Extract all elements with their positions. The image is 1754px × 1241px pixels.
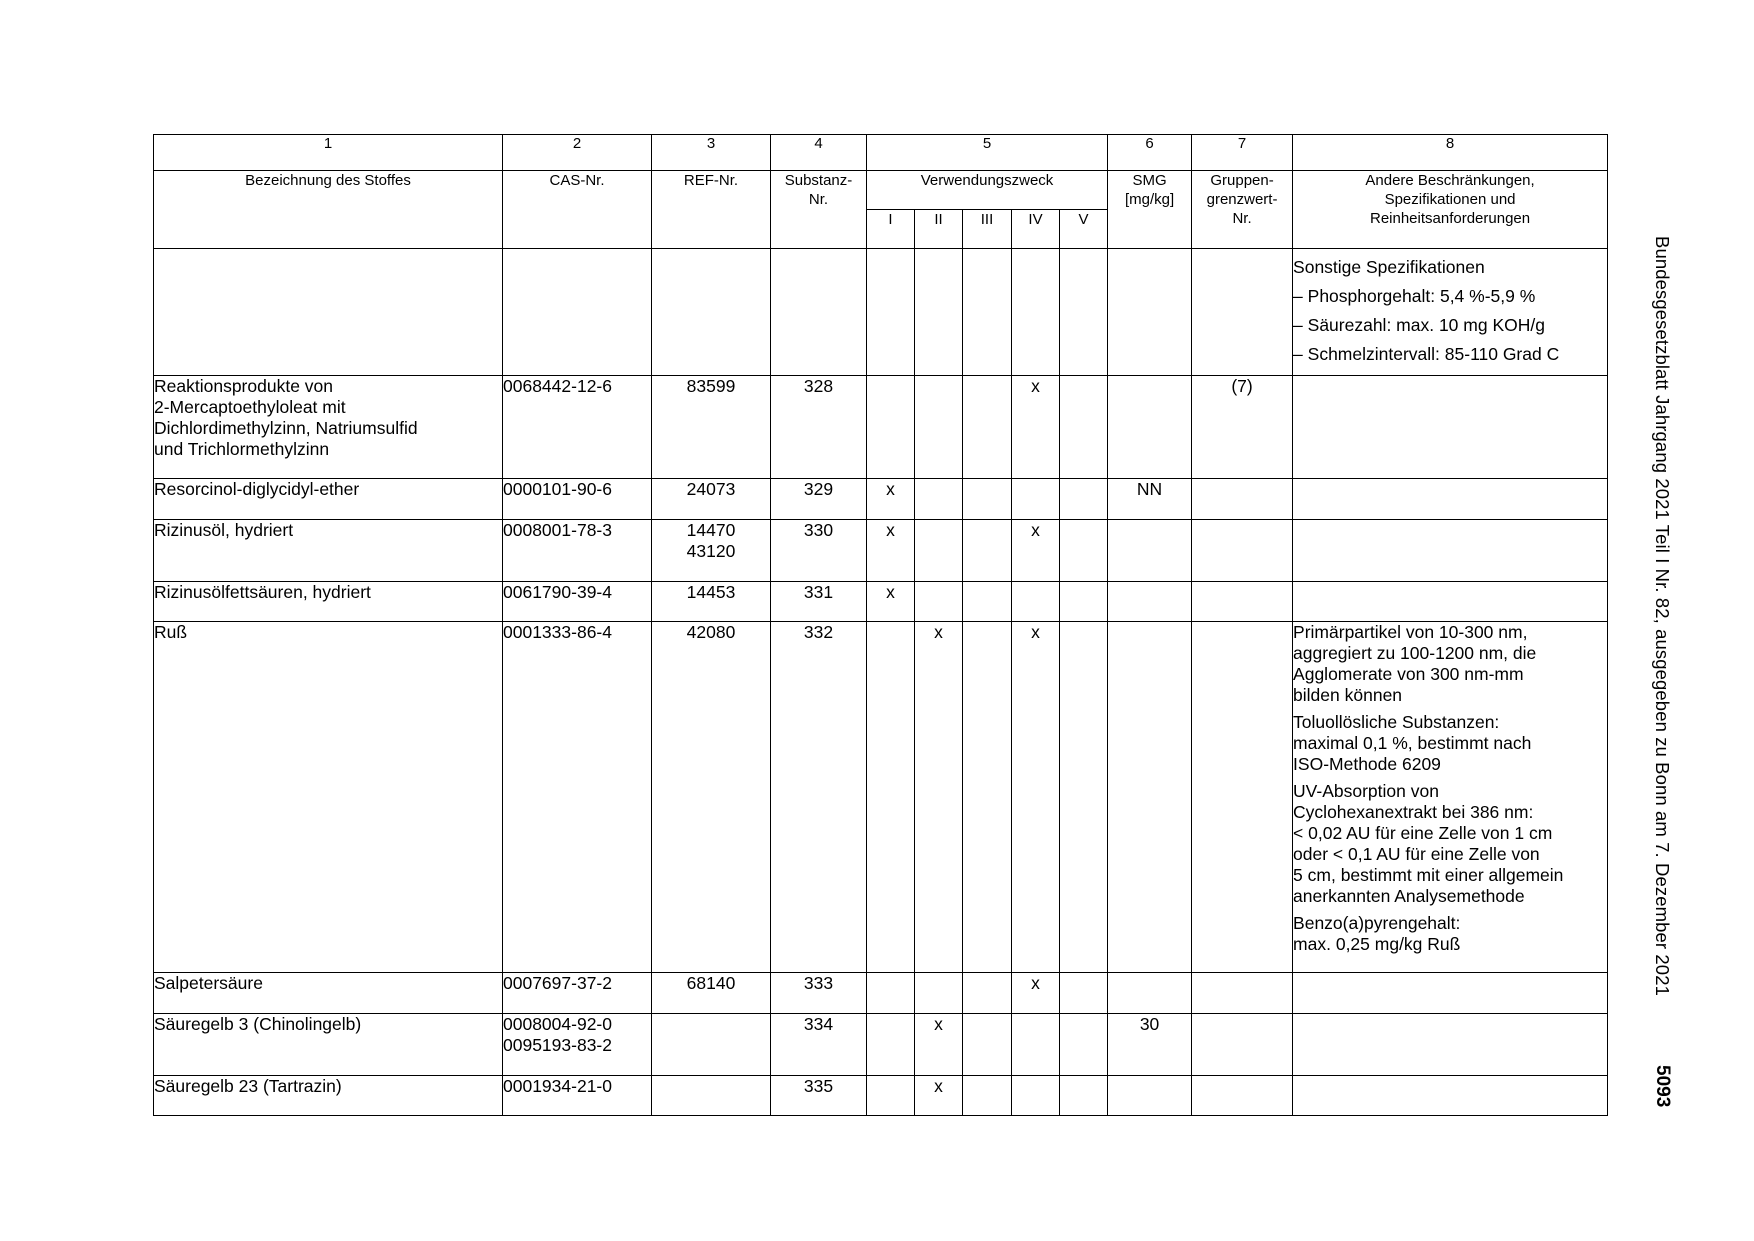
cell-usage-mark bbox=[1060, 520, 1108, 582]
cell-substanz-nr: 334 bbox=[771, 1014, 867, 1076]
spec-paragraph bbox=[1293, 712, 1607, 775]
cas-nr: 0000101-90-6 bbox=[503, 479, 612, 499]
header-gruppengrenzwert bbox=[1192, 171, 1293, 249]
cell-gruppengrenzwert bbox=[1192, 582, 1293, 622]
stoff-name-line: Salpetersäure bbox=[154, 973, 263, 993]
column-number: 6 bbox=[1108, 135, 1192, 171]
column-number-row bbox=[154, 135, 1608, 171]
spec-line: Primärpartikel von 10-300 nm, bbox=[1293, 622, 1528, 642]
cell-usage-mark bbox=[963, 622, 1012, 973]
cell-usage-mark bbox=[963, 1014, 1012, 1076]
spec-line: oder < 0,1 AU für eine Zelle von bbox=[1293, 844, 1540, 864]
stoff-name-line: Dichlordimethylzinn, Natriumsulfid bbox=[154, 418, 418, 438]
cell-smg bbox=[1108, 520, 1192, 582]
stoff-name-line: Resorcinol-diglycidyl-ether bbox=[154, 479, 360, 499]
cell-usage-mark: x bbox=[915, 1076, 963, 1116]
cell-empty bbox=[867, 249, 915, 376]
cell-empty bbox=[1060, 249, 1108, 376]
header-substanz-line: Substanz- bbox=[784, 172, 853, 189]
cell-usage-mark bbox=[1060, 582, 1108, 622]
cell-ref-nr bbox=[652, 479, 771, 520]
cell-smg: NN bbox=[1108, 479, 1192, 520]
header-usage-col: II bbox=[915, 210, 963, 249]
cell-usage-mark bbox=[963, 479, 1012, 520]
cell-ref-nr bbox=[652, 1076, 771, 1116]
cell-substanz-nr: 333 bbox=[771, 973, 867, 1014]
header-smg-line: [mg/kg] bbox=[1124, 191, 1175, 208]
header-smg bbox=[1108, 171, 1192, 249]
cell-smg bbox=[1108, 376, 1192, 479]
cell-usage-mark bbox=[915, 376, 963, 479]
cell-empty bbox=[771, 249, 867, 376]
table-row bbox=[154, 622, 1608, 973]
cell-usage-mark bbox=[963, 973, 1012, 1014]
cell-usage-mark: x bbox=[1012, 376, 1060, 479]
spec-line: aggregiert zu 100-1200 nm, die bbox=[1293, 643, 1537, 663]
spec-line: ISO-Methode 6209 bbox=[1293, 754, 1441, 774]
cell-usage-mark bbox=[915, 582, 963, 622]
publication-header: Bundesgesetzblatt Jahrgang 2021 Teil I Nr. 82, ausgegeben zu Bonn am 7. Dezember 2021 bbox=[1652, 236, 1673, 996]
cell-ref-nr bbox=[652, 582, 771, 622]
cell-stoff-name bbox=[154, 1014, 503, 1076]
cas-nr: 0001333-86-4 bbox=[503, 622, 612, 642]
ref-nr: 83599 bbox=[686, 376, 736, 396]
spec-line: Toluollösliche Substanzen: bbox=[1293, 712, 1500, 732]
ref-nr: 14470 bbox=[686, 520, 736, 540]
header-andere bbox=[1293, 171, 1608, 249]
cell-empty bbox=[503, 249, 652, 376]
spec-title: Sonstige Spezifikationen bbox=[1293, 257, 1485, 277]
cell-usage-mark: x bbox=[867, 582, 915, 622]
stoff-name-line: Säuregelb 3 (Chinolingelb) bbox=[154, 1014, 362, 1034]
table-row bbox=[154, 479, 1608, 520]
table-row bbox=[154, 520, 1608, 582]
cell-empty bbox=[154, 249, 503, 376]
spec-line: UV-Absorption von bbox=[1293, 781, 1439, 801]
cell-smg: 30 bbox=[1108, 1014, 1192, 1076]
spec-line: < 0,02 AU für eine Zelle von 1 cm bbox=[1293, 823, 1553, 843]
stoff-name-line: Reaktionsprodukte von bbox=[154, 376, 333, 396]
cell-usage-mark bbox=[1060, 622, 1108, 973]
cell-ref-nr bbox=[652, 1014, 771, 1076]
cell-gruppengrenzwert bbox=[1192, 973, 1293, 1014]
cas-nr: 0061790-39-4 bbox=[503, 582, 612, 602]
table-row bbox=[154, 1014, 1608, 1076]
spec-line: Agglomerate von 300 nm-mm bbox=[1293, 664, 1524, 684]
cell-usage-mark bbox=[963, 376, 1012, 479]
cell-smg bbox=[1108, 1076, 1192, 1116]
cell-gruppengrenzwert bbox=[1192, 1014, 1293, 1076]
cell-smg bbox=[1108, 973, 1192, 1014]
cell-usage-mark bbox=[1060, 1014, 1108, 1076]
column-number: 7 bbox=[1192, 135, 1293, 171]
cell-smg bbox=[1108, 582, 1192, 622]
spec-line: bilden können bbox=[1293, 685, 1403, 705]
cell-cas-nr bbox=[503, 1076, 652, 1116]
cell-usage-mark bbox=[915, 479, 963, 520]
header-gruppen-line: Gruppen- bbox=[1210, 172, 1274, 189]
table-row bbox=[154, 376, 1608, 479]
cell-usage-mark bbox=[915, 520, 963, 582]
column-number: 5 bbox=[867, 135, 1108, 171]
cas-nr: 0095193-83-2 bbox=[503, 1035, 612, 1055]
cell-substanz-nr: 328 bbox=[771, 376, 867, 479]
cell-usage-mark bbox=[1060, 973, 1108, 1014]
header-cas: CAS-Nr. bbox=[503, 171, 652, 249]
spec-item: – Säurezahl: max. 10 mg KOH/g bbox=[1293, 315, 1545, 335]
header-gruppen-line: grenzwert- bbox=[1206, 191, 1278, 208]
cell-stoff-name bbox=[154, 582, 503, 622]
substance-table bbox=[153, 134, 1608, 1116]
cell-usage-mark bbox=[867, 973, 915, 1014]
header-usage-col: III bbox=[963, 210, 1012, 249]
cell-substanz-nr: 332 bbox=[771, 622, 867, 973]
cell-ref-nr bbox=[652, 973, 771, 1014]
cell-usage-mark bbox=[1060, 376, 1108, 479]
column-number: 2 bbox=[503, 135, 652, 171]
cell-usage-mark: x bbox=[1012, 520, 1060, 582]
cell-usage-mark bbox=[1012, 1014, 1060, 1076]
spec-line: Cyclohexanextrakt bei 386 nm: bbox=[1293, 802, 1534, 822]
stoff-name-line: und Trichlormethylzinn bbox=[154, 439, 330, 459]
header-usage-col: V bbox=[1060, 210, 1108, 249]
cell-andere bbox=[1293, 520, 1608, 582]
cas-nr: 0007697-37-2 bbox=[503, 973, 612, 993]
column-number: 3 bbox=[652, 135, 771, 171]
cell-stoff-name bbox=[154, 1076, 503, 1116]
cell-andere bbox=[1293, 376, 1608, 479]
cell-ref-nr bbox=[652, 376, 771, 479]
cas-nr: 0008001-78-3 bbox=[503, 520, 612, 540]
header-andere-line: Andere Beschränkungen, bbox=[1365, 172, 1535, 189]
ref-nr: 24073 bbox=[686, 479, 736, 499]
cas-nr: 0001934-21-0 bbox=[503, 1076, 612, 1096]
cell-andere bbox=[1293, 973, 1608, 1014]
spec-line: max. 0,25 mg/kg Ruß bbox=[1293, 934, 1461, 954]
cell-stoff-name bbox=[154, 479, 503, 520]
spec-paragraph bbox=[1293, 781, 1607, 907]
cell-empty bbox=[652, 249, 771, 376]
cell-usage-mark bbox=[1012, 582, 1060, 622]
header-usage-col: IV bbox=[1012, 210, 1060, 249]
cell-gruppengrenzwert bbox=[1192, 1076, 1293, 1116]
cell-substanz-nr: 330 bbox=[771, 520, 867, 582]
cell-usage-mark bbox=[867, 376, 915, 479]
table-row bbox=[154, 1076, 1608, 1116]
page-number: 5093 bbox=[1652, 1065, 1673, 1108]
cell-stoff-name bbox=[154, 973, 503, 1014]
cell-stoff-name bbox=[154, 622, 503, 973]
header-row bbox=[154, 171, 1608, 210]
cell-substanz-nr: 329 bbox=[771, 479, 867, 520]
header-verwendungszweck: Verwendungszweck bbox=[867, 171, 1108, 210]
header-gruppen-line: Nr. bbox=[1232, 210, 1252, 227]
cell-empty bbox=[1108, 249, 1192, 376]
cell-cas-nr bbox=[503, 1014, 652, 1076]
column-number: 4 bbox=[771, 135, 867, 171]
cell-gruppengrenzwert bbox=[1192, 479, 1293, 520]
cell-substanz-nr: 335 bbox=[771, 1076, 867, 1116]
cell-usage-mark: x bbox=[1012, 622, 1060, 973]
cell-usage-mark bbox=[867, 622, 915, 973]
cell-cas-nr bbox=[503, 520, 652, 582]
cell-andere bbox=[1293, 1014, 1608, 1076]
cell-usage-mark: x bbox=[867, 520, 915, 582]
header-andere-line: Reinheitsanforderungen bbox=[1369, 210, 1531, 227]
cas-nr: 0008004-92-0 bbox=[503, 1014, 612, 1034]
header-name: Bezeichnung des Stoffes bbox=[154, 171, 503, 249]
stoff-name-line: Ruß bbox=[154, 622, 188, 642]
cell-gruppengrenzwert bbox=[1192, 622, 1293, 973]
cell-andere bbox=[1293, 1076, 1608, 1116]
table-row-continuation bbox=[154, 249, 1608, 376]
cell-cas-nr bbox=[503, 973, 652, 1014]
cell-usage-mark bbox=[1060, 1076, 1108, 1116]
cell-usage-mark: x bbox=[1012, 973, 1060, 1014]
spec-paragraph bbox=[1293, 622, 1607, 706]
table-row bbox=[154, 973, 1608, 1014]
spec-paragraph bbox=[1293, 913, 1607, 955]
cell-gruppengrenzwert bbox=[1192, 520, 1293, 582]
cell-usage-mark: x bbox=[915, 622, 963, 973]
stoff-name-line: 2-Mercaptoethyloleat mit bbox=[154, 397, 346, 417]
cell-usage-mark bbox=[963, 520, 1012, 582]
cell-usage-mark bbox=[867, 1076, 915, 1116]
cell-andere bbox=[1293, 582, 1608, 622]
cell-andere bbox=[1293, 479, 1608, 520]
spec-item: – Phosphorgehalt: 5,4 %-5,9 % bbox=[1293, 286, 1536, 306]
stoff-name-line: Säuregelb 23 (Tartrazin) bbox=[154, 1076, 342, 1096]
header-usage-col: I bbox=[867, 210, 915, 249]
cell-usage-mark bbox=[963, 1076, 1012, 1116]
cell-empty bbox=[1012, 249, 1060, 376]
cell-usage-mark bbox=[1012, 1076, 1060, 1116]
cell-ref-nr bbox=[652, 520, 771, 582]
cell-usage-mark: x bbox=[867, 479, 915, 520]
header-smg-line: SMG bbox=[1132, 172, 1167, 189]
cell-usage-mark bbox=[1012, 479, 1060, 520]
cell-ref-nr bbox=[652, 622, 771, 973]
stoff-name-line: Rizinusölfettsäuren, hydriert bbox=[154, 582, 371, 602]
ref-nr: 43120 bbox=[686, 541, 736, 561]
cell-usage-mark bbox=[963, 582, 1012, 622]
cell-empty bbox=[1192, 249, 1293, 376]
spec-line: 5 cm, bestimmt mit einer allgemein bbox=[1293, 865, 1564, 885]
cell-stoff-name bbox=[154, 376, 503, 479]
cell-cas-nr bbox=[503, 376, 652, 479]
column-number: 8 bbox=[1293, 135, 1608, 171]
header-substanz-line: Nr. bbox=[808, 191, 829, 208]
cell-empty bbox=[915, 249, 963, 376]
ref-nr: 14453 bbox=[686, 582, 736, 602]
spec-line: Benzo(a)pyrengehalt: bbox=[1293, 913, 1461, 933]
header-substanz bbox=[771, 171, 867, 249]
ref-nr: 68140 bbox=[686, 973, 736, 993]
ref-nr: 42080 bbox=[686, 622, 736, 642]
table-row bbox=[154, 582, 1608, 622]
cell-substanz-nr: 331 bbox=[771, 582, 867, 622]
cell-usage-mark: x bbox=[915, 1014, 963, 1076]
cell-cas-nr bbox=[503, 622, 652, 973]
cell-empty bbox=[963, 249, 1012, 376]
cell-cas-nr bbox=[503, 582, 652, 622]
spec-line: anerkannten Analysemethode bbox=[1293, 886, 1525, 906]
cell-cas-nr bbox=[503, 479, 652, 520]
spec-line: maximal 0,1 %, bestimmt nach bbox=[1293, 733, 1532, 753]
header-andere-line: Spezifikationen und bbox=[1384, 191, 1516, 208]
cell-usage-mark bbox=[867, 1014, 915, 1076]
cell-andere bbox=[1293, 622, 1608, 973]
cas-nr: 0068442-12-6 bbox=[503, 376, 612, 396]
cell-gruppengrenzwert: (7) bbox=[1192, 376, 1293, 479]
stoff-name-line: Rizinusöl, hydriert bbox=[154, 520, 294, 540]
cell-sonstige-spezifikationen bbox=[1293, 249, 1608, 376]
cell-usage-mark bbox=[1060, 479, 1108, 520]
spec-item: – Schmelzintervall: 85-110 Grad C bbox=[1293, 344, 1560, 364]
header-ref: REF-Nr. bbox=[652, 171, 771, 249]
cell-usage-mark bbox=[915, 973, 963, 1014]
cell-smg bbox=[1108, 622, 1192, 973]
cell-stoff-name bbox=[154, 520, 503, 582]
column-number: 1 bbox=[154, 135, 503, 171]
